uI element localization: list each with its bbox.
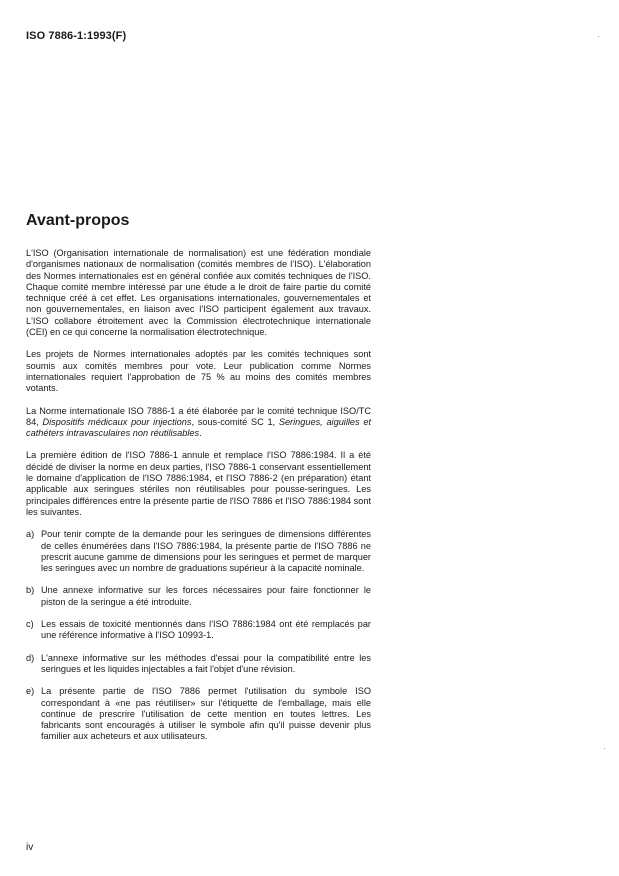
paragraph-iso-intro: L'ISO (Organisation internationale de normalisation) est une fédération mondiale d'organismes nationaux de normalisation (comités membres de l'ISO). L'élaboration des Normes internationales est en général confiée aux comités techniques de l'ISO. Chaque comité membre intéressé par une étude a le droit de faire partie du comité technique créé à cet effet. Les organisations internationales, gouvernementales et non gouvernementales, en liaison avec l'ISO participent également aux travaux. L'ISO collabore étroitement avec la Commission électrotechnique internationale (CEI) en ce qui concerne la normalisation électrotechnique. bbox=[26, 248, 371, 338]
list-item bbox=[26, 529, 371, 574]
scan-speck bbox=[598, 36, 599, 37]
document-id: ISO 7886-1:1993(F) bbox=[26, 30, 127, 42]
list-item-label: c) bbox=[26, 619, 34, 630]
paragraph-voting: Les projets de Normes internationales adoptés par les comités techniques sont soumis aux comités membres pour vote. Leur publication comme Normes internationales requiert l'approbation de 75 % au moins des comités membres votants. bbox=[26, 349, 371, 394]
scan-speck bbox=[604, 748, 605, 749]
foreword-body bbox=[26, 248, 371, 754]
list-item-text: L'annexe informative sur les méthodes d'essai pour la compatibilité entre les seringues et les liquides injectables a fait l'objet d'une révision. bbox=[41, 652, 371, 674]
list-item-text: Pour tenir compte de la demande pour les seringues de dimensions différentes de celles énumérées dans l'ISO 7886:1984, la présente partie de l'ISO 7886 ne prescrit aucune gamme de dimensions pour les seringues et permet de marquer les seringues avec un nombre de graduations supérieur à la capacité nominale. bbox=[41, 529, 371, 574]
section-title: Avant-propos bbox=[26, 212, 130, 229]
list-item bbox=[26, 619, 371, 642]
list-item-label: e) bbox=[26, 686, 35, 697]
committee-title: Dispositifs médicaux pour injections bbox=[42, 416, 192, 427]
list-item bbox=[26, 686, 371, 742]
page-number: iv bbox=[26, 842, 34, 853]
list-item-text: La présente partie de l'ISO 7886 permet l'utilisation du symbole ISO correspondant à «ne pas réutiliser» sur l'étiquette de l'emballage, mais elle continue de prescrire l'utilisation de cette mention en toutes lettres. Les fabricants sont encouragés à utiliser le symbole afin qu'il puisse devenir plus familier aux acheteurs et aux utilisateurs. bbox=[41, 686, 371, 742]
list-item-label: d) bbox=[26, 652, 35, 663]
list-item-label: b) bbox=[26, 585, 35, 596]
differences-list bbox=[26, 529, 371, 742]
list-item-text: Les essais de toxicité mentionnés dans l'ISO 7886:1984 ont été remplacés par une référence informative à l'ISO 10993-1. bbox=[41, 619, 371, 641]
paragraph-edition: La première édition de l'ISO 7886-1 annule et remplace l'ISO 7886:1984. Il a été décidé de diviser la norme en deux parties, l'ISO 7886-1 conservant essentiellement le domaine d'application de l'ISO 7886:1984, et l'ISO 7886-2 (en préparation) étant applicable aux seringues stériles non réutilisables pour pousse-seringues. Les principales différences entre la présente partie de l'ISO 7886 et l'ISO 7886:1984 sont les suivantes. bbox=[26, 450, 371, 517]
committee-text-middle: , sous-comité SC 1, bbox=[191, 416, 279, 427]
subcommittee-title: Seringues, aiguilles et cathéters intravasculaires non réutilisables bbox=[26, 416, 372, 439]
list-item-label: a) bbox=[26, 529, 35, 540]
list-item bbox=[26, 585, 371, 608]
committee-text-after: . bbox=[199, 428, 202, 439]
paragraph-committee bbox=[26, 406, 371, 440]
list-item-text: Une annexe informative sur les forces nécessaires pour faire fonctionner le piston de la seringue a été introduite. bbox=[41, 585, 371, 607]
list-item bbox=[26, 653, 371, 676]
committee-text-before: La Norme internationale ISO 7886-1 a été élaborée par le comité technique ISO/TC 84, bbox=[26, 405, 371, 427]
